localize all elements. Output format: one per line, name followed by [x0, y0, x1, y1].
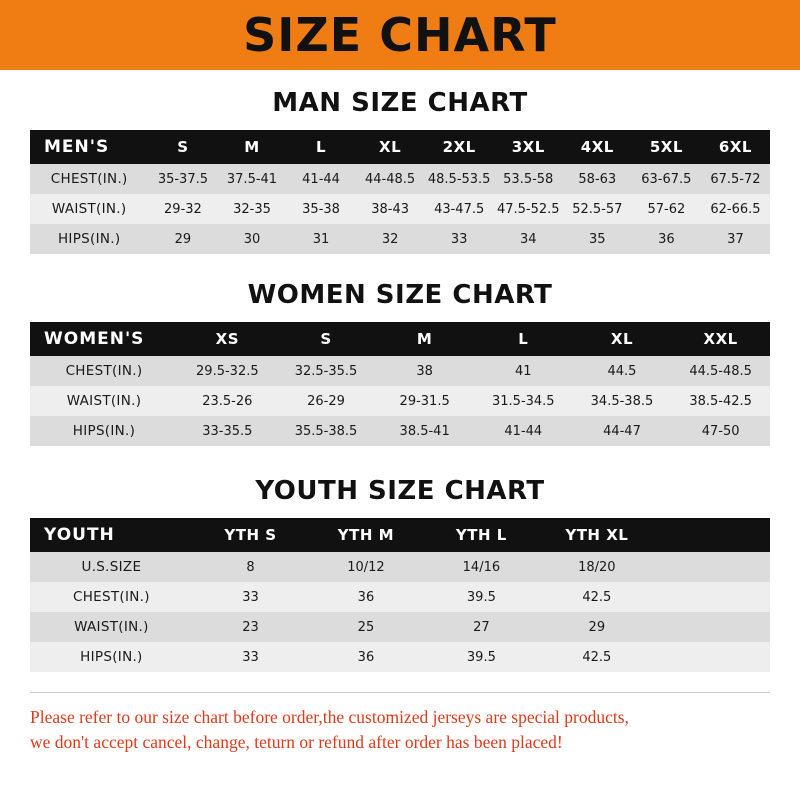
row-label: WAIST(IN.) [66, 393, 142, 409]
table-row [30, 194, 770, 224]
table-row [30, 582, 770, 612]
table-cell: 35-38 [302, 201, 340, 217]
table-cell: 32.5-35.5 [294, 363, 358, 379]
table-cell: 33 [242, 589, 259, 605]
footer-note-line-2: we don't accept cancel, change, teturn or refund after order has been placed! [30, 732, 563, 753]
table-cell: 47.5-52.5 [496, 201, 560, 217]
banner [0, 0, 800, 70]
row-label: U.S.SIZE [81, 559, 142, 575]
content [0, 88, 800, 756]
table-cell: 38.5-42.5 [689, 393, 752, 409]
table-cell: 14/16 [462, 559, 501, 575]
row-label: WAIST(IN.) [74, 619, 149, 635]
table-cell: 47-50 [701, 423, 740, 439]
table-cell: 38 [416, 363, 433, 379]
table-cell: 35 [589, 231, 606, 247]
table-row [30, 164, 770, 194]
row-label: WAIST(IN.) [51, 201, 127, 217]
table-header-cell: 6XL [718, 138, 752, 156]
row-label: HIPS(IN.) [57, 231, 121, 247]
table-header-cell: M [244, 138, 260, 156]
table-cell: 42.5 [582, 589, 612, 605]
row-label: CHEST(IN.) [65, 363, 143, 379]
section-title-women: WOMEN SIZE CHART [247, 280, 553, 310]
footer-note-line-1: Please refer to our size chart before order,the customized jerseys are special products, [30, 707, 629, 727]
table-cell: 34 [519, 231, 537, 247]
table-cell: 39.5 [466, 649, 496, 665]
table-row [30, 642, 770, 672]
table-cell: 36 [357, 649, 375, 665]
table-header-row [30, 518, 770, 552]
table-cell: 31 [312, 231, 330, 247]
footer-note [30, 692, 770, 756]
table-cell: 36 [357, 589, 375, 605]
table-cell: 18/20 [578, 559, 616, 575]
table-row [30, 386, 770, 416]
table-header-cell: MEN'S [44, 137, 110, 157]
table-header-cell: YTH S [224, 526, 277, 544]
table-header-cell: YOUTH [44, 525, 115, 545]
table-cell: 26-29 [307, 393, 345, 409]
table-header-cell: M [416, 330, 433, 348]
table-cell: 58-63 [578, 171, 617, 187]
youth-size-table [30, 518, 770, 672]
table-cell: 34.5-38.5 [590, 393, 654, 409]
table-cell: 33 [242, 649, 259, 665]
table-cell: 32-35 [233, 201, 271, 217]
table-cell: 39.5 [466, 589, 496, 605]
table-cell: 44-47 [603, 423, 641, 439]
table-cell: 41-44 [302, 171, 340, 187]
table-cell: 30 [243, 231, 261, 247]
row-label: HIPS(IN.) [80, 649, 143, 665]
table-row [30, 416, 770, 446]
table-row [30, 224, 770, 254]
table-header-cell: XL [610, 330, 634, 348]
table-cell: 33 [450, 231, 468, 247]
table-header-cell: S [320, 330, 332, 348]
table-cell: 29 [588, 619, 606, 635]
row-label: HIPS(IN.) [72, 423, 136, 439]
table-header-cell: XL [379, 138, 402, 156]
table-header-cell [655, 518, 770, 552]
table-header-row [30, 130, 770, 164]
page-title: SIZE CHART [243, 8, 557, 62]
table-cell [655, 612, 770, 642]
table-cell: 35-37.5 [157, 171, 209, 187]
section-title-man: MAN SIZE CHART [272, 88, 528, 118]
table-header-cell: L [518, 330, 529, 348]
table-cell: 29-31.5 [399, 393, 450, 409]
table-cell: 32 [381, 231, 399, 247]
table-cell: 44-48.5 [365, 171, 416, 187]
table-cell: 44.5 [607, 363, 637, 379]
table-cell: 42.5 [582, 649, 612, 665]
table-cell: 41-44 [504, 423, 543, 439]
table-header-cell: 5XL [649, 138, 683, 156]
table-header-row [30, 322, 770, 356]
table-cell: 35.5-38.5 [294, 423, 358, 439]
table-header-cell: 2XL [442, 138, 476, 156]
table-cell: 44.5-48.5 [689, 363, 752, 379]
table-cell: 41 [515, 363, 532, 379]
table-header-cell: YTH L [455, 526, 507, 544]
table-cell: 8 [246, 559, 255, 575]
table-cell: 10/12 [347, 559, 385, 575]
table-row [30, 356, 770, 386]
table-cell: 29 [174, 231, 192, 247]
table-header-cell: XXL [703, 330, 738, 348]
table-row [30, 612, 770, 642]
men-size-table [30, 130, 770, 254]
table-row [30, 552, 770, 582]
table-cell: 29.5-32.5 [196, 363, 259, 379]
table-header-cell: L [316, 138, 327, 156]
table-cell: 38.5-41 [399, 423, 450, 439]
table-header-cell: YTH M [337, 526, 395, 544]
table-cell [655, 582, 770, 612]
table-cell: 63-67.5 [641, 171, 692, 187]
row-label: CHEST(IN.) [72, 589, 150, 605]
table-header-cell: YTH XL [565, 526, 629, 544]
table-cell: 48.5-53.5 [427, 171, 491, 187]
table-cell: 29-32 [164, 201, 202, 217]
table-header-cell: S [177, 138, 189, 156]
table-cell: 53.5-58 [503, 171, 554, 187]
table-header-cell: WOMEN'S [44, 329, 145, 349]
section-title-youth: YOUTH SIZE CHART [255, 476, 545, 506]
table-cell: 27 [473, 619, 490, 635]
table-cell: 57-62 [647, 201, 686, 217]
table-cell: 36 [658, 231, 675, 247]
women-size-table [30, 322, 770, 446]
table-cell: 52.5-57 [572, 201, 623, 217]
table-cell: 67.5-72 [710, 171, 761, 187]
table-header-cell: 3XL [511, 138, 545, 156]
table-cell: 43-47.5 [434, 201, 485, 217]
row-label: CHEST(IN.) [50, 171, 128, 187]
table-cell [655, 552, 770, 582]
table-cell: 23 [242, 619, 259, 635]
table-cell: 37.5-41 [226, 171, 278, 187]
table-cell: 62-66.5 [710, 201, 761, 217]
table-header-cell: 4XL [580, 138, 614, 156]
table-cell: 23.5-26 [202, 393, 253, 409]
table-cell: 31.5-34.5 [492, 393, 555, 409]
table-cell: 37 [727, 231, 744, 247]
table-cell: 33-35.5 [202, 423, 253, 439]
table-cell: 25 [357, 619, 375, 635]
table-header-cell: XS [215, 330, 240, 348]
table-cell [655, 642, 770, 672]
table-cell: 38-43 [371, 201, 409, 217]
